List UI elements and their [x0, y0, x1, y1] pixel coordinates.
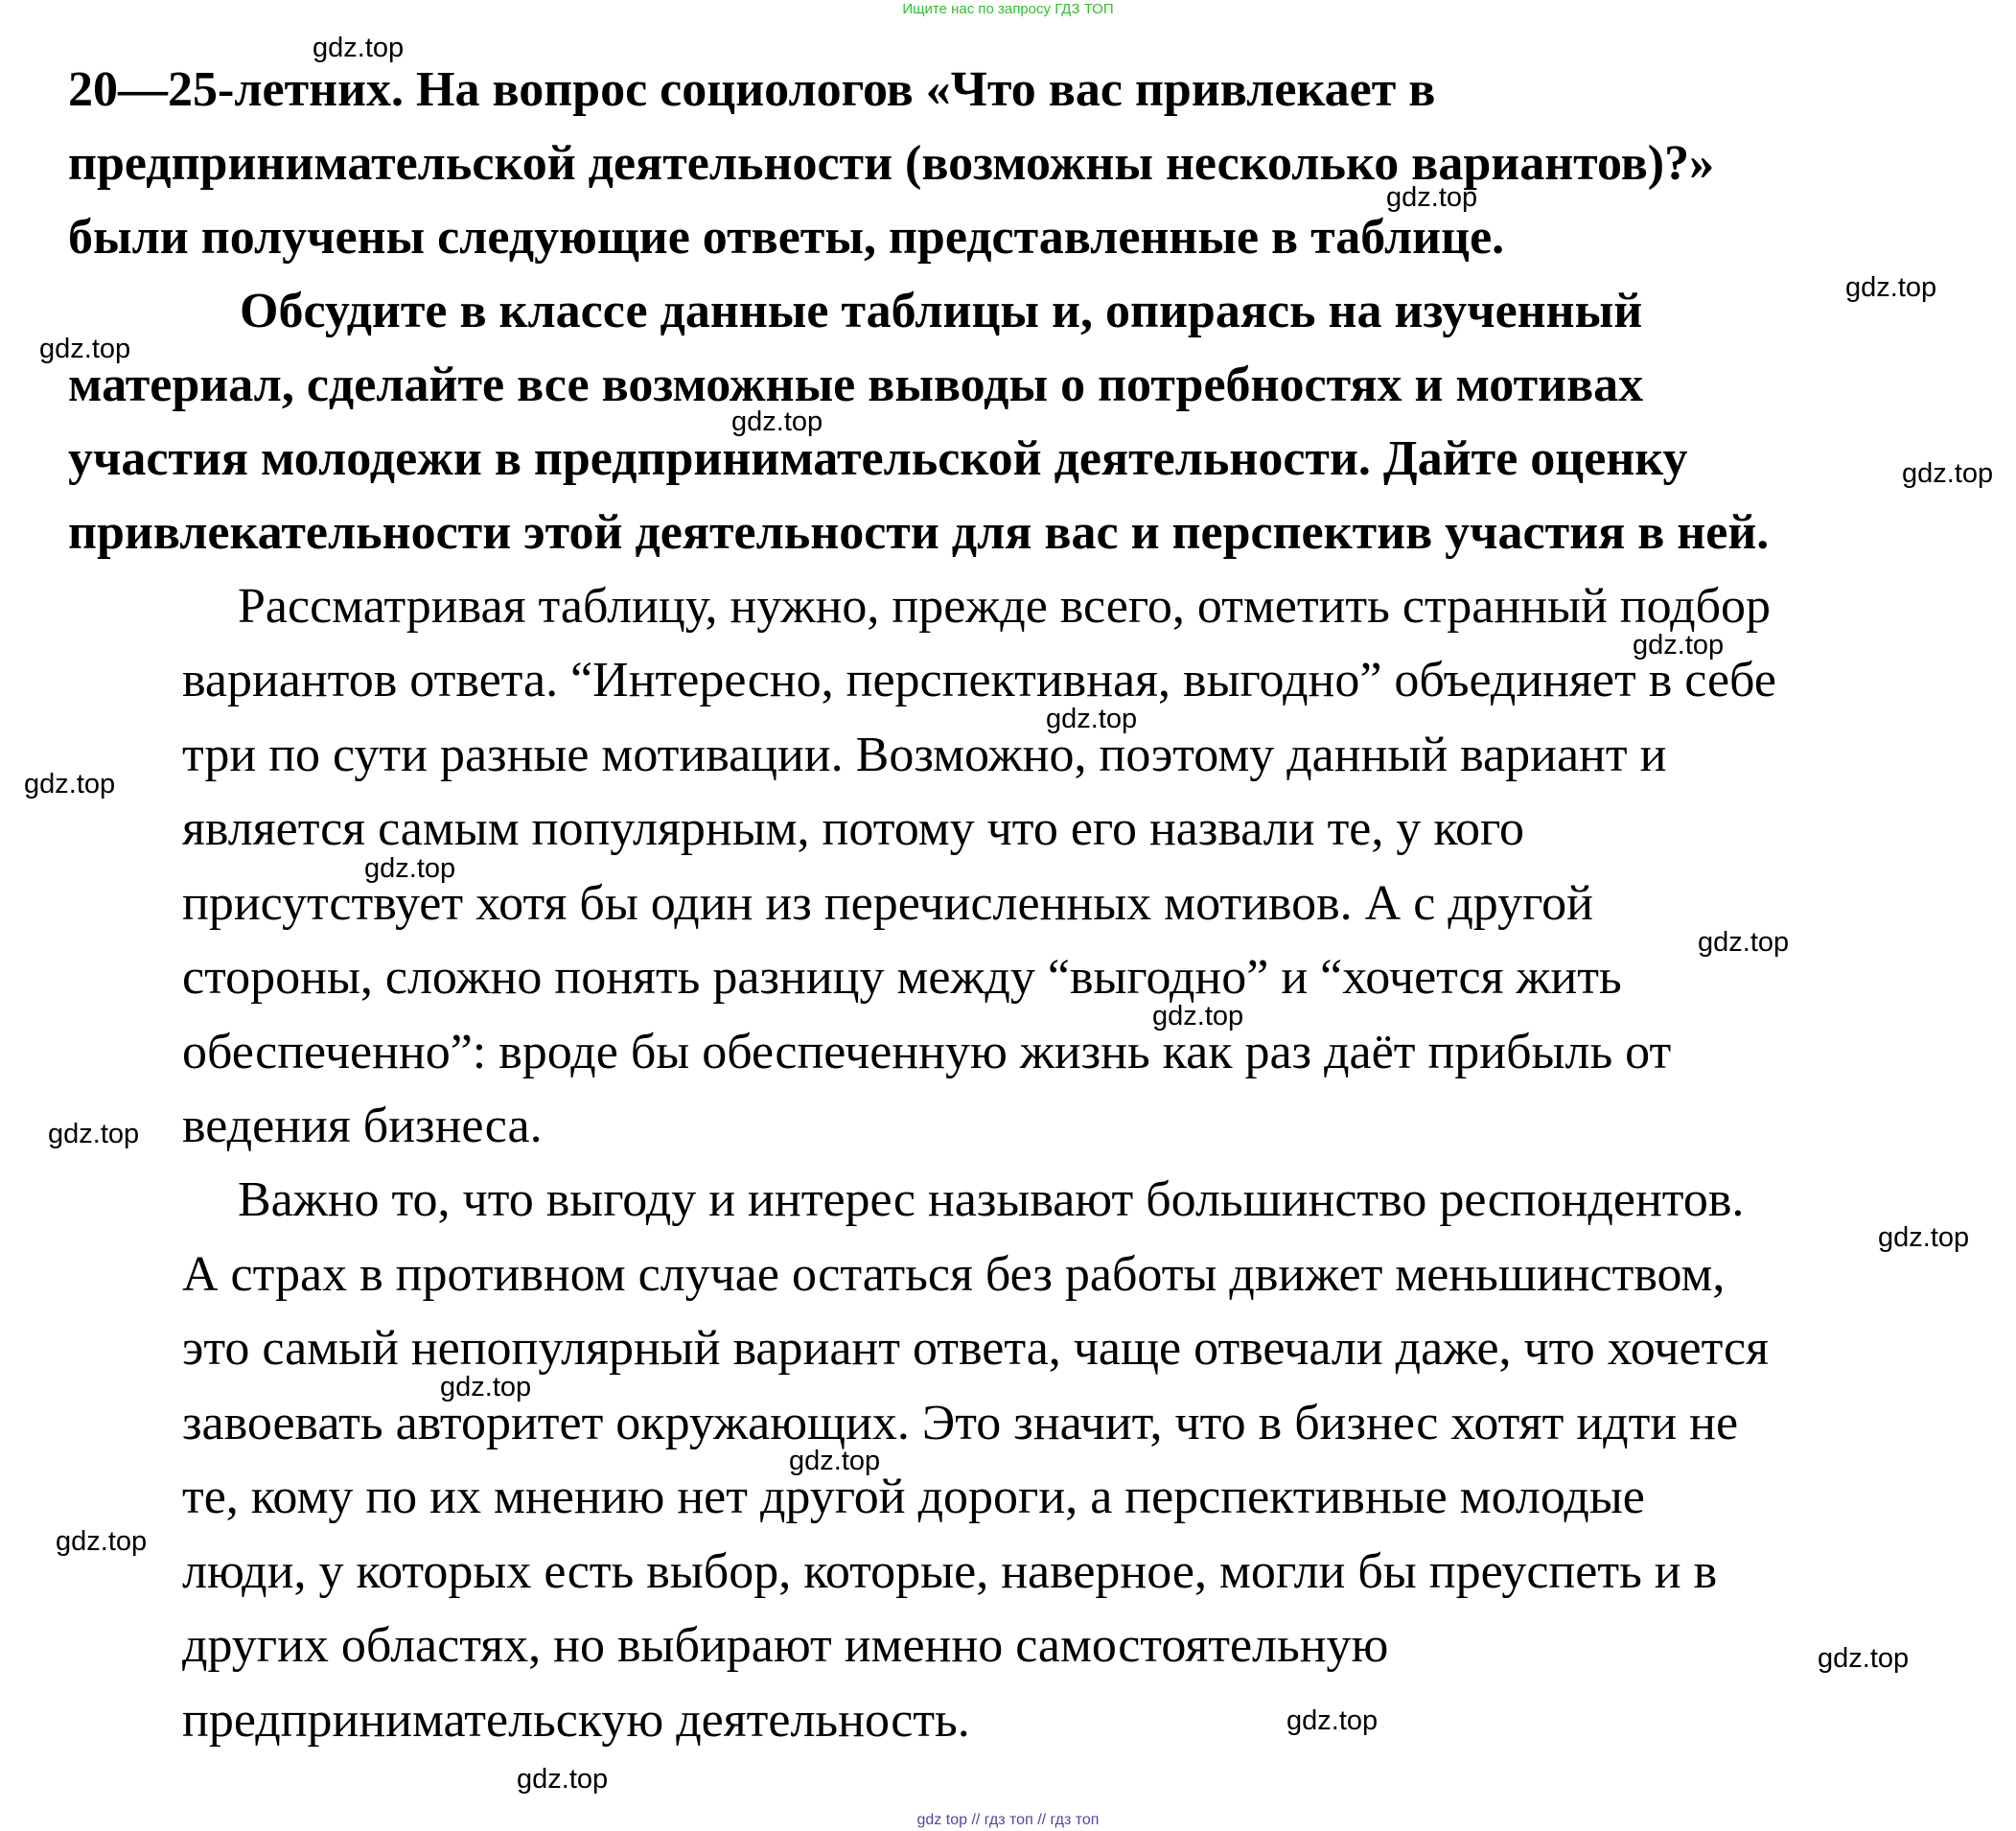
search-hint-banner: Ищите нас по запросу ГДЗ ТОП [902, 1, 1114, 17]
task-line: привлекательности этой деятельности для вас и перспектив участия в ней. [68, 505, 1770, 560]
answer-line: те, кому по их мнению нет другой дороги, а перспективные молодые [182, 1470, 1645, 1524]
answer-line: вариантов ответа. “Интересно, перспективная, выгодно” объединяет в себе [182, 653, 1776, 707]
task-line: материал, сделайте все возможные выводы о потребностях и мотивах [68, 358, 1644, 412]
watermark: gdz.top [1633, 630, 1725, 661]
watermark: gdz.top [1286, 1705, 1379, 1736]
task-line: Обсудите в классе данные таблицы и, опираясь на изученный [240, 284, 1643, 338]
watermark: gdz.top [789, 1446, 881, 1476]
answer-line: Рассматривая таблицу, нужно, прежде всего, отметить странный подбор [238, 579, 1772, 634]
watermark: gdz.top [39, 334, 131, 364]
answer-line: ведения бизнеса. [182, 1099, 543, 1153]
watermark: gdz.top [1046, 704, 1138, 734]
watermark: gdz.top [1845, 272, 1937, 303]
watermark: gdz.top [731, 406, 823, 437]
watermark: gdz.top [24, 769, 116, 800]
answer-line: является самым популярным, потому что его назвали те, у кого [182, 801, 1525, 856]
answer-line: люди, у которых есть выбор, которые, наверное, могли бы преуспеть и в [182, 1544, 1718, 1599]
answer-line: три по сути разные мотивации. Возможно, поэтому данный вариант и [182, 728, 1667, 782]
watermark: gdz.top [1152, 1001, 1244, 1031]
watermark: gdz.top [48, 1119, 140, 1149]
task-line: участия молодежи в предпринимательской деятельности. Дайте оценку [68, 431, 1688, 486]
answer-line: это самый непопулярный вариант ответа, чаще отвечали даже, что хочется [182, 1321, 1769, 1376]
task-line: предпринимательской деятельности (возможны несколько вариантов)?» [68, 136, 1715, 191]
answer-line: Важно то, что выгоду и интерес называют большинство респондентов. [238, 1172, 1745, 1227]
answer-line: присутствует хотя бы один из перечисленных мотивов. А с другой [182, 876, 1593, 931]
answer-line: предпринимательскую деятельность. [182, 1693, 970, 1748]
watermark: gdz.top [1878, 1222, 1970, 1253]
answer-line: А страх в противном случае остаться без работы движет меньшинством, [182, 1247, 1726, 1302]
task-line: 20—25-летних. На вопрос социологов «Что вас привлекает в [68, 62, 1436, 117]
watermark: gdz.top [1386, 182, 1478, 213]
watermark: gdz.top [517, 1764, 609, 1795]
footer-watermark: gdz top // гдз топ // гдз топ [916, 1812, 1100, 1828]
watermark: gdz.top [1902, 458, 1994, 489]
watermark: gdz.top [364, 853, 456, 884]
answer-line: стороны, сложно понять разницу между “выгодно” и “хочется жить [182, 950, 1622, 1005]
watermark: gdz.top [440, 1372, 532, 1402]
answer-line: обеспеченно”: вроде бы обеспеченную жизнь как раз даёт прибыль от [182, 1025, 1672, 1079]
watermark: gdz.top [313, 33, 405, 63]
watermark: gdz.top [1818, 1643, 1910, 1674]
answer-line: завоевать авторитет окружающих. Это значит, что в бизнес хотят идти не [182, 1396, 1739, 1450]
watermark: gdz.top [1698, 927, 1790, 958]
task-line: были получены следующие ответы, представленные в таблице. [68, 210, 1505, 265]
answer-line: других областях, но выбирают именно самостоятельную [182, 1618, 1389, 1673]
watermark: gdz.top [56, 1526, 148, 1557]
